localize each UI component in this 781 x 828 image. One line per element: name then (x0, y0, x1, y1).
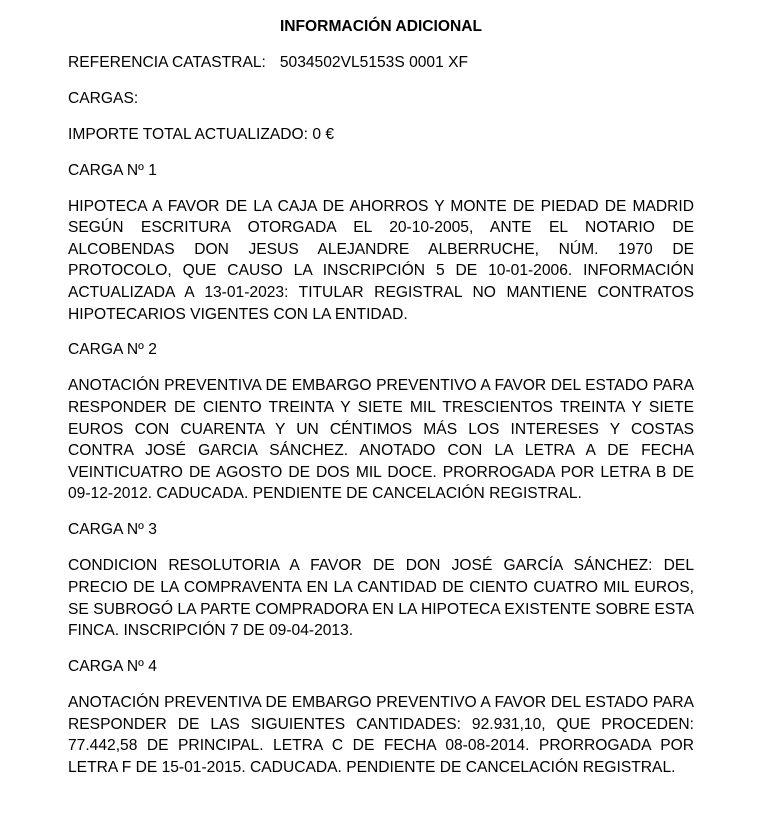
carga-3-heading: CARGA Nº 3 (68, 521, 157, 539)
document-page (68, 16, 694, 793)
carga-1-text: HIPOTECA A FAVOR DE LA CAJA DE AHORROS Y MONTE DE PIEDAD DE MADRID SEGÚN ESCRITURA OTORGADA EL 20-10-2005, ANTE EL NOTARIO DE ALCOBENDAS DON JESUS ALEJANDRE ALBERRUCHE, NÚM. 1970 DE PROTOCOLO, QUE CAUSO LA INSCRIPCIÓN 5 DE 10-01-2006. INFORMACIÓN ACTUALIZADA A 13-01-2023: TITULAR REGISTRAL NO MANTIENE CONTRATOS HIPOTECARIOS VIGENTES CON LA ENTIDAD. (68, 197, 694, 323)
document-title: INFORMACIÓN ADICIONAL (279, 18, 483, 35)
referencia-catastral (68, 52, 694, 74)
carga-2-heading: CARGA Nº 2 (68, 341, 157, 359)
carga-4-text: ANOTACIÓN PREVENTIVA DE EMBARGO PREVENTIVO A FAVOR DEL ESTADO PARA RESPONDER DE LAS SIGUIENTES CANTIDADES: 92.931,10, QUE PROCEDEN: 77.442,58 DE PRINCIPAL. LETRA C DE FECHA 08-08-2014. PRORROGADA POR LETRA F DE 15-01-2015. CADUCADA. PENDIENTE DE CANCELACIÓN REGISTRAL. (68, 694, 694, 776)
carga-4-heading: CARGA Nº 4 (68, 658, 157, 676)
referencia-label: REFERENCIA CATASTRAL: (68, 53, 266, 71)
importe-total: IMPORTE TOTAL ACTUALIZADO: 0 € (68, 125, 335, 143)
carga-3-text: CONDICION RESOLUTORIA A FAVOR DE DON JOSÉ GARCÍA SÁNCHEZ: DEL PRECIO DE LA COMPRAVENTA EN LA CANTIDAD DE CIENTO CUATRO MIL EUROS, SE SUBROGÓ LA PARTE COMPRADORA EN LA HIPOTECA EXISTENTE SOBRE ESTA FINCA. INSCRIPCIÓN 7 DE 09-04-2013. (68, 557, 694, 640)
carga-2-text: ANOTACIÓN PREVENTIVA DE EMBARGO PREVENTIVO A FAVOR DEL ESTADO PARA RESPONDER DE CIENTO TREINTA Y SIETE MIL TRESCIENTOS TREINTA Y SIETE EUROS CON CUARENTA Y UN CÉNTIMOS MÁS LOS INTERESES Y COSTAS CONTRA JOSÉ GARCIA SÁNCHEZ. ANOTADO CON LA LETRA A DE FECHA VEINTICUATRO DE AGOSTO DE DOS MIL DOCE. PRORROGADA POR LETRA B DE 09-12-2012. CADUCADA. PENDIENTE DE CANCELACIÓN REGISTRAL. (68, 377, 694, 503)
cargas-label: CARGAS: (68, 89, 139, 107)
referencia-value: 5034502VL5153S 0001 XF (279, 53, 469, 71)
carga-1-heading: CARGA Nº 1 (68, 161, 157, 179)
